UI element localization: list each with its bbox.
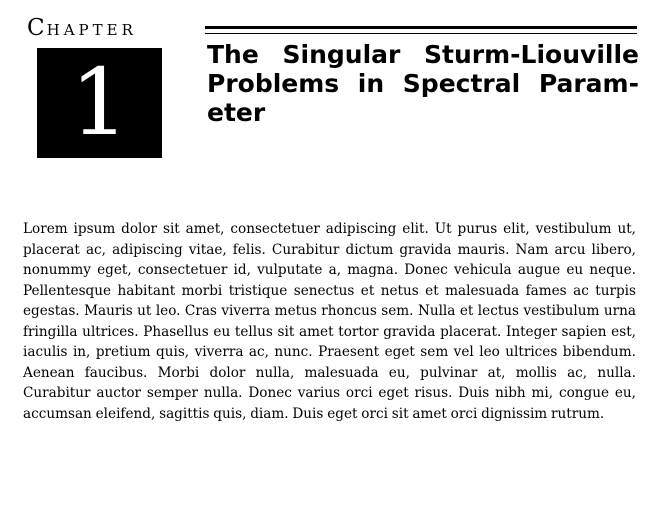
chapter-title: The Singular Sturm-Liouville Problems in Spectral Parameter [207, 40, 639, 127]
title-rule-thin [205, 33, 637, 34]
chapter-number: 1 [70, 49, 129, 156]
chapter-label [27, 17, 137, 40]
title-rule-thick [205, 26, 637, 29]
chapter-number-box [37, 48, 162, 158]
body-paragraph: Lorem ipsum dolor sit amet, consectetuer adipiscing elit. Ut purus elit, vestibulum ut, placerat ac, adipiscing vitae, felis. Curabitur dictum gravida mauris. Nam arcu libero, nonummy eget, consectetuer id, vulputate a, magna. Donec vehicula augue eu neque. Pellentesque habitant morbi tristique senectus et netus et malesuada fames ac turpis egestas. Mauris ut leo. Cras viverra metus rhoncus sem. Nulla et lectus vestibulum urna fringilla ultrices. Phasellus eu tellus sit amet tortor gravida placerat. Integer sapien est, iaculis in, pretium quis, viverra ac, nunc. Praesent eget sem vel leo ultrices bibendum. Aenean faucibus. Morbi dolor nulla, malesuada eu, pulvinar at, mollis ac, nulla. Curabitur auctor semper nulla. Donec varius orci eget risus. Duis nibh mi, congue eu, accumsan eleifend, sagittis quis, diam. Duis eget orci sit amet orci dignissim rutrum. [23, 221, 636, 422]
chapter-label-rest: HAPTER [46, 21, 137, 39]
chapter-label-initial: C [27, 15, 47, 41]
